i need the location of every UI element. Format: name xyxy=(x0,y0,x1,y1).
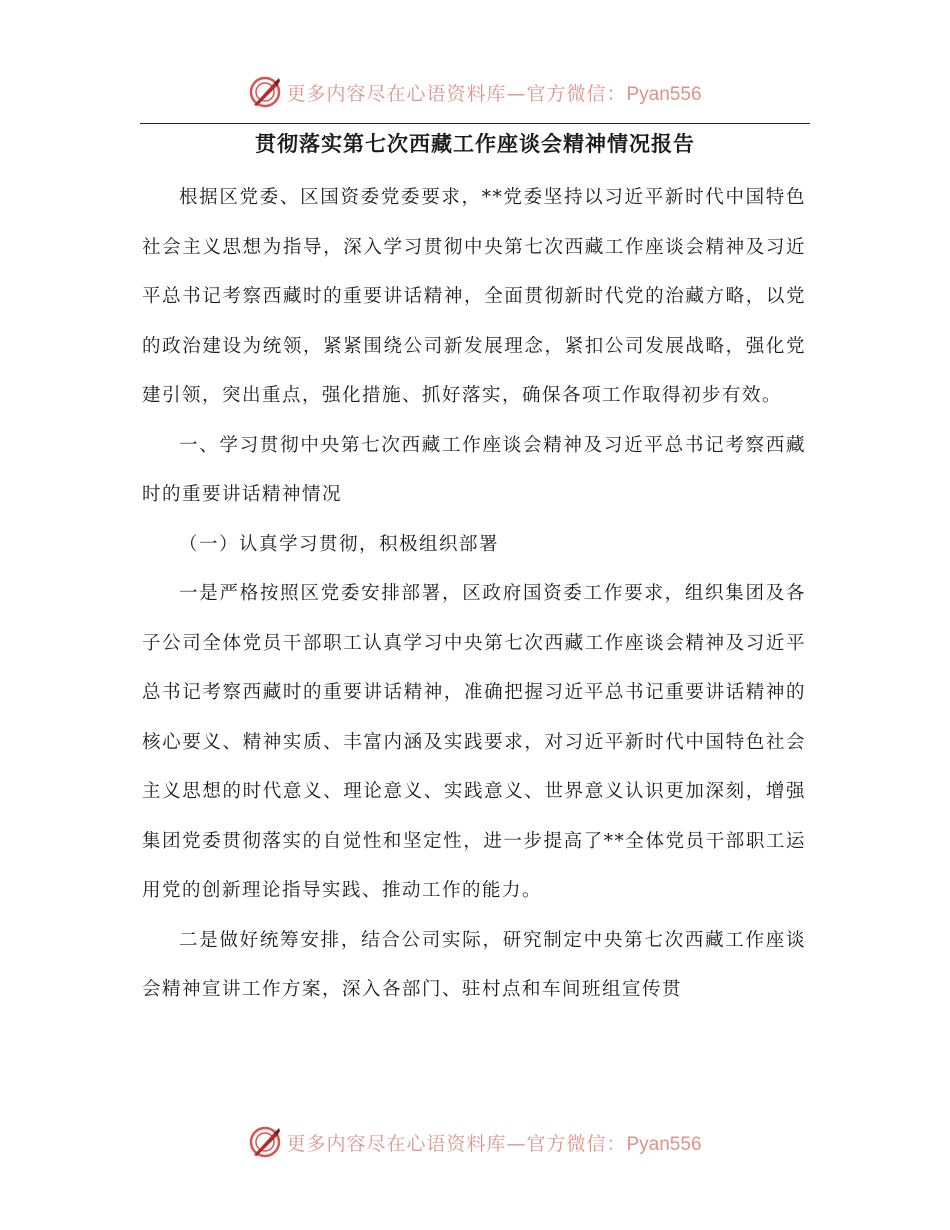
watermark-text: 更多内容尽在心语资料库—官方微信：Pyan556 xyxy=(286,82,702,105)
document-title: 贯彻落实第七次西藏工作座谈会精神情况报告 xyxy=(255,131,695,156)
paragraph-point-2: 二是做好统筹安排，结合公司实际，研究制定中央第七次西藏工作座谈会精神宣讲工作方案，深入各部门、驻村点和车间班组宣传贯 xyxy=(142,929,806,1000)
wechat-id: Pyan556 xyxy=(626,1133,702,1155)
header-watermark xyxy=(0,72,950,112)
quill-seal-icon xyxy=(248,75,282,109)
section-heading-1: 一、学习贯彻中央第七次西藏工作座谈会精神及习近平总书记考察西藏时的重要讲话精神情况 xyxy=(142,434,806,505)
footer-watermark xyxy=(0,1122,950,1162)
wechat-id: Pyan556 xyxy=(626,83,702,105)
document-body xyxy=(142,173,806,1015)
watermark-text: 更多内容尽在心语资料库—官方微信：Pyan556 xyxy=(286,1132,702,1155)
paragraph-intro: 根据区党委、区国资委党委要求，**党委坚持以习近平新时代中国特色社会主义思想为指导，深入学习贯彻中央第七次西藏工作座谈会精神及习近平总书记考察西藏时的重要讲话精神，全面贯彻新时代党的治藏方略，以党的政治建设为统领，紧紧围绕公司新发展理念，紧扣公司发展战略，强化党建引领，突出重点，强化措施、抓好落实，确保各项工作取得初步有效。 xyxy=(142,187,806,406)
header-rule xyxy=(140,123,810,124)
subsection-heading-1: （一）认真学习贯彻，积极组织部署 xyxy=(179,533,500,555)
quill-seal-icon xyxy=(248,1125,282,1159)
paragraph-point-1: 一是严格按照区党委安排部署，区政府国资委工作要求，组织集团及各子公司全体党员干部职工认真学习中央第七次西藏工作座谈会精神及习近平总书记考察西藏时的重要讲话精神，准确把握习近平总书记重要讲话精神的核心要义、精神实质、丰富内涵及实践要求，对习近平新时代中国特色社会主义思想的时代意义、理论意义、实践意义、世界意义认识更加深刻，增强集团党委贯彻落实的自觉性和坚定性，进一步提高了**全体党员干部职工运用党的创新理论指导实践、推动工作的能力。 xyxy=(142,583,806,901)
